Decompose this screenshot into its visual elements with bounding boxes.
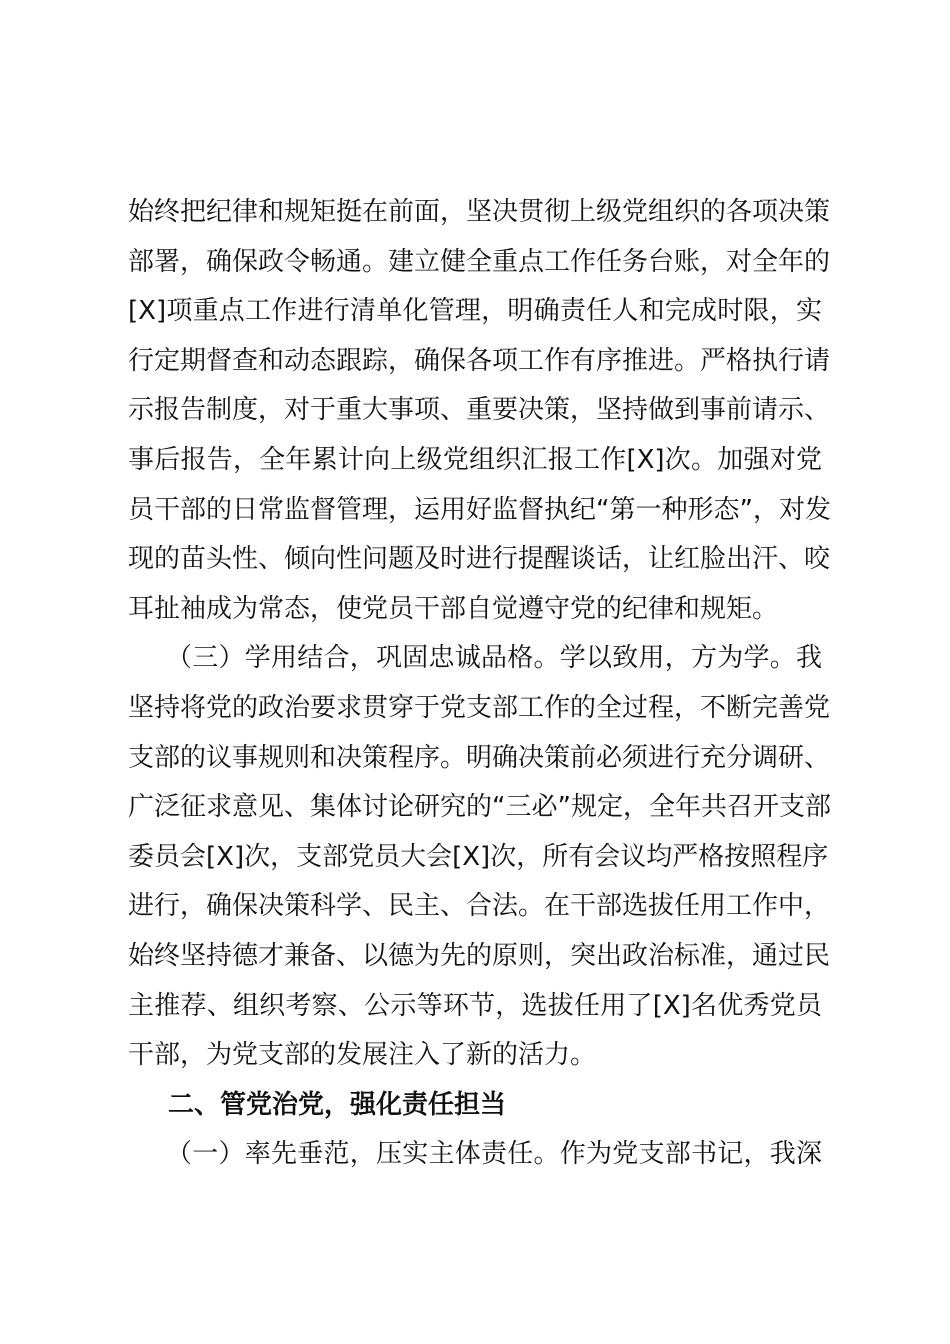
text-line: [X]项重点工作进行清单化管理，明确责任人和完成时限，实	[128, 296, 822, 327]
text-line: 始终把纪律和规矩挺在前面，坚决贯彻上级党组织的各项决策	[128, 197, 831, 227]
text-line: 始终坚持德才兼备、以德为先的原则，突出政治标准，通过民	[128, 940, 831, 971]
text-line: 示报告制度，对于重大事项、重要决策，坚持做到事前请示、	[128, 395, 831, 426]
text-line: 坚持将党的政治要求贯穿于党支部工作的全过程，不断完善党	[128, 692, 831, 723]
text-line: 行定期督查和动态跟踪，确保各项工作有序推进。严格执行请	[128, 345, 831, 376]
text-line: 干部，为党支部的发展注入了新的活力。	[128, 1040, 597, 1071]
text-line: 耳扯袖成为常态，使党员干部自觉遵守党的纪律和规矩。	[128, 593, 779, 624]
section-heading: 二、管党治党，强化责任担当	[168, 1089, 507, 1120]
text-line: 主推荐、组织考察、公示等环节，选拔任用了[X]名优秀党员	[128, 990, 822, 1021]
text-line: 进行，确保决策科学、民主、合法。在干部选拔任用工作中，	[128, 891, 831, 922]
text-line: 员干部的日常监督管理，运用好监督执纪“第一种形态”，对发	[128, 494, 831, 525]
text-line: 广泛征求意见、集体讨论研究的“三必”规定，全年共召开支部	[128, 792, 831, 823]
document-page	[128, 188, 831, 1180]
text-line: 事后报告，全年累计向上级党组织汇报工作[X]次。加强对党	[128, 444, 822, 475]
text-line: 委员会[X]次，支部党员大会[X]次，所有会议均严格按照程序	[128, 841, 829, 872]
text-line: （一）率先垂范，压实主体责任。作为党支部书记，我深	[166, 1139, 822, 1170]
text-line: 部署，确保政令畅通。建立健全重点工作任务台账，对全年的	[128, 246, 831, 277]
text-line: 支部的议事规则和决策程序。明确决策前必须进行充分调研、	[128, 742, 831, 773]
text-line: 现的苗头性、倾向性问题及时进行提醒谈话，让红脸出汗、咬	[128, 544, 831, 575]
text-line: （三）学用结合，巩固忠诚品格。学以致用，方为学。我	[166, 643, 822, 674]
